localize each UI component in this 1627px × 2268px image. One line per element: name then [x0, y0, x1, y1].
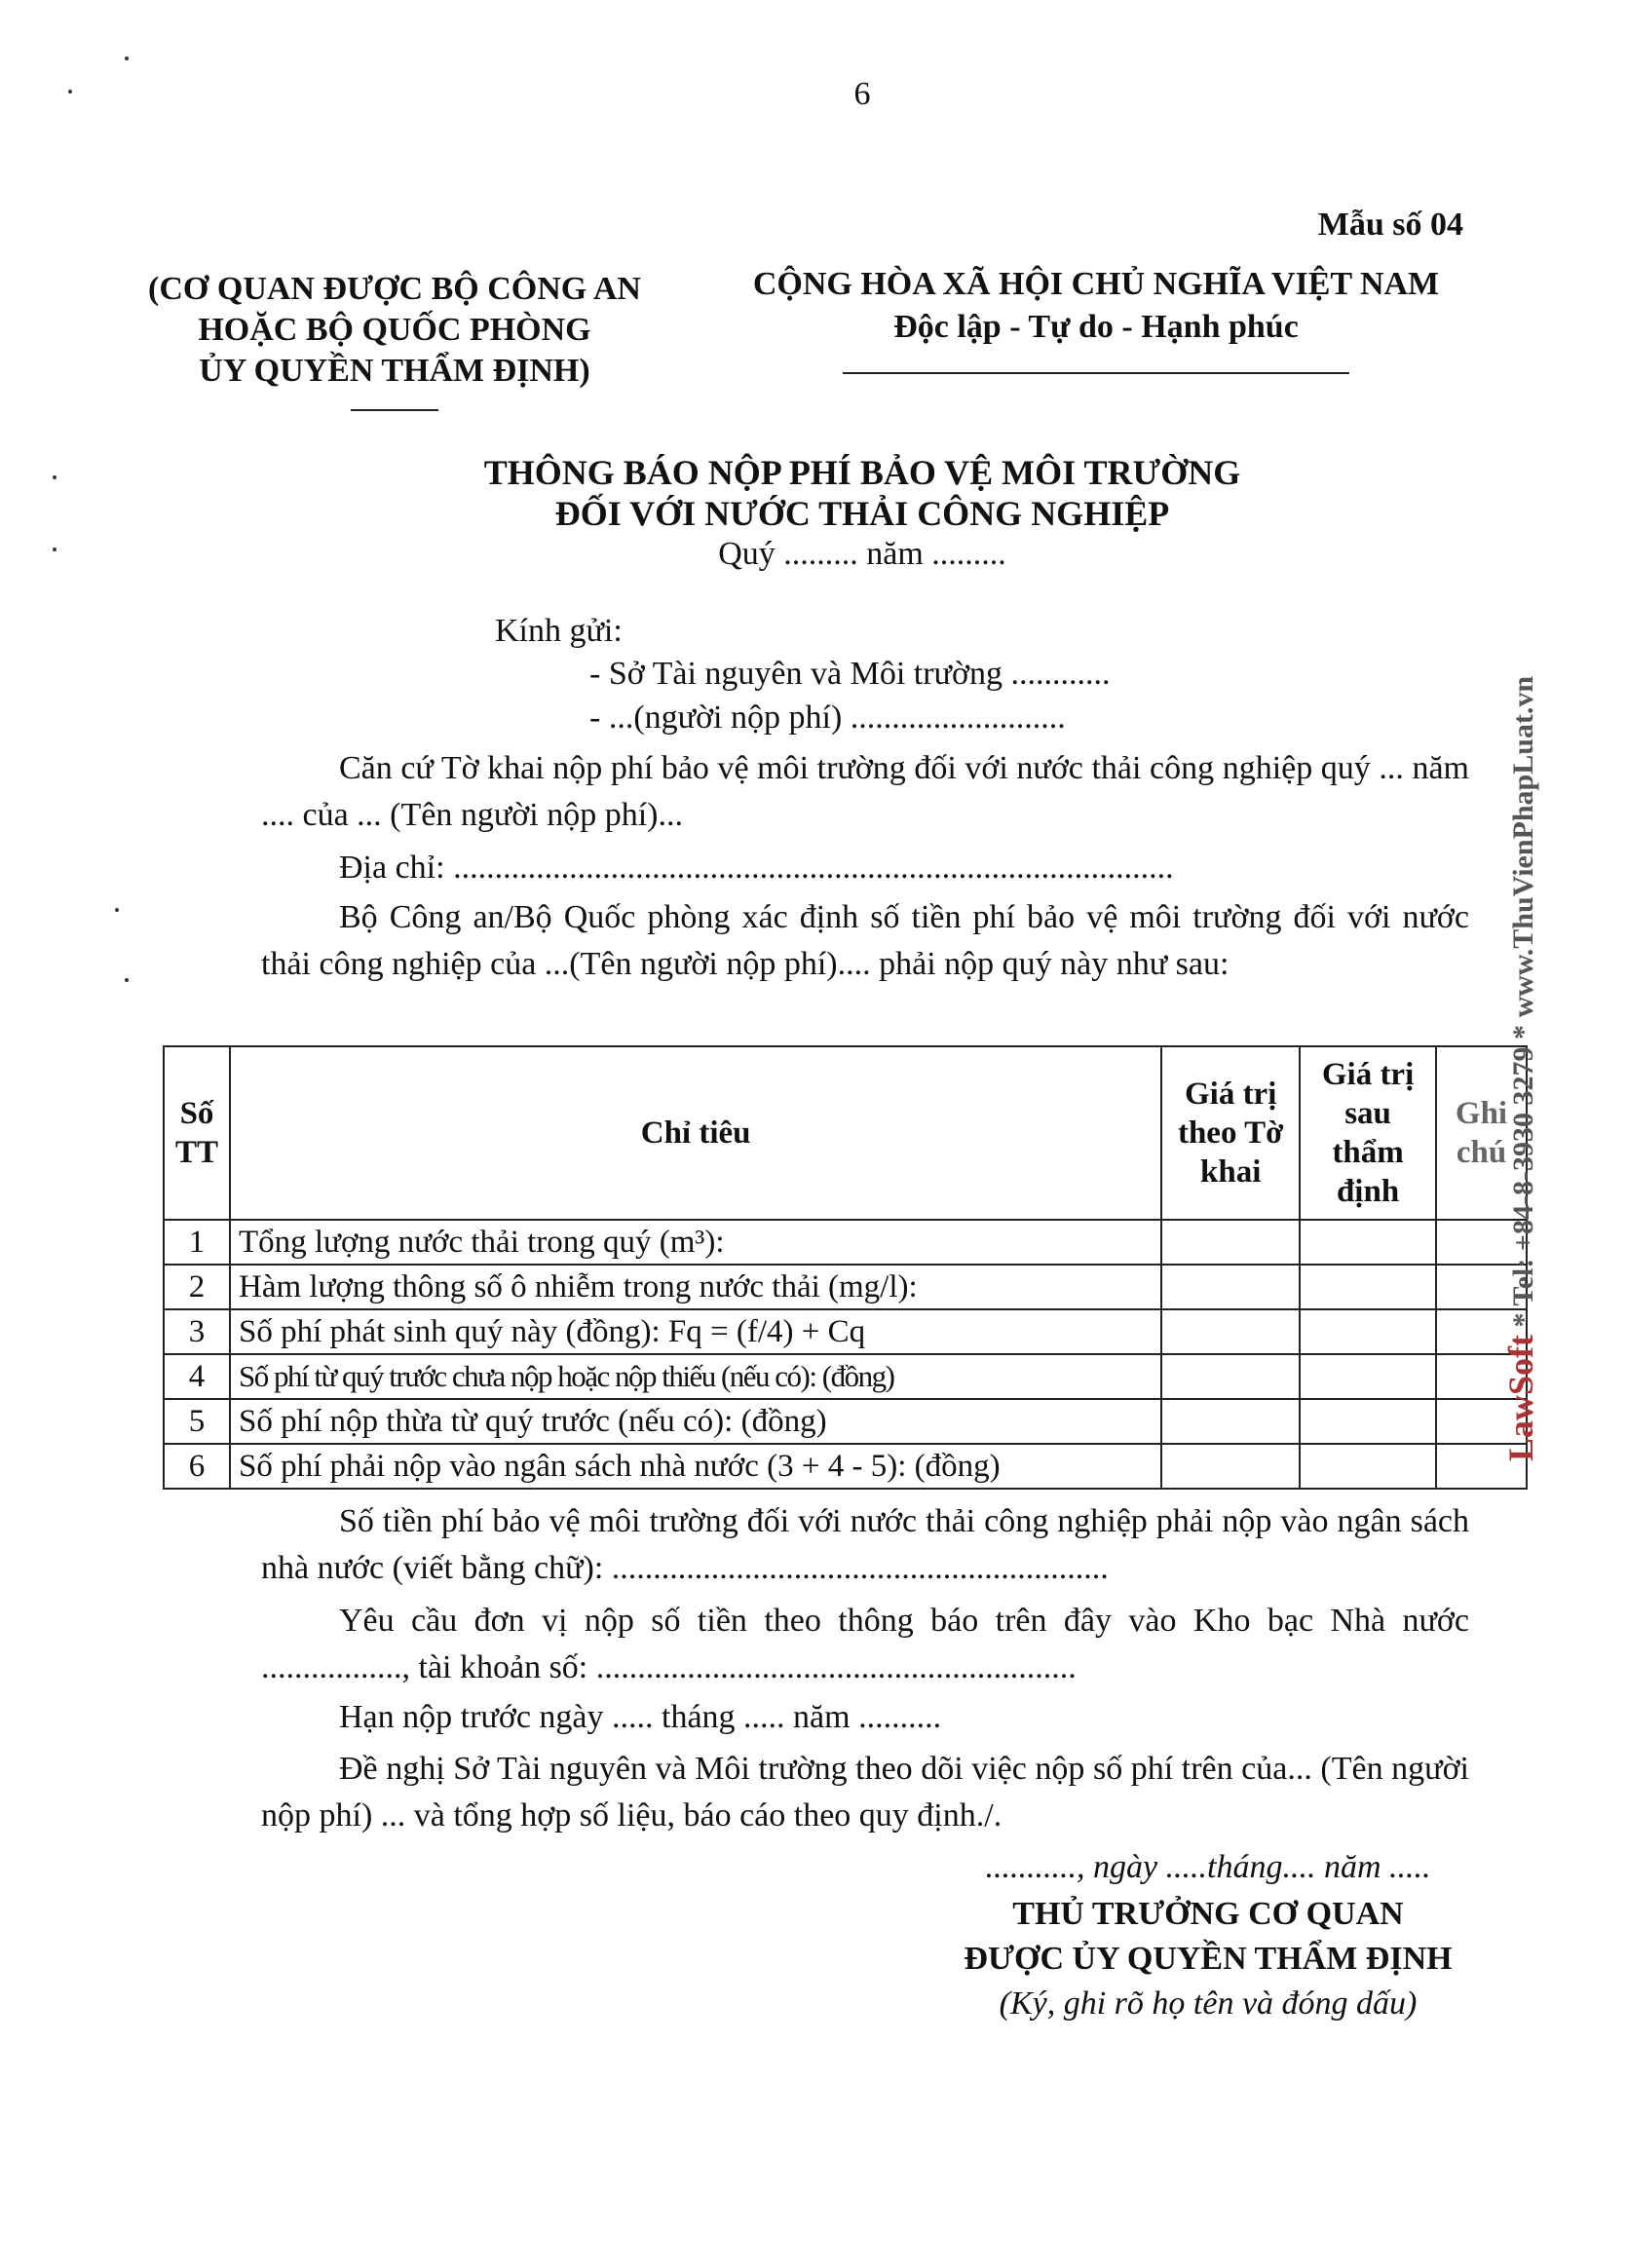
signature-note: (Ký, ghi rõ họ tên và đóng dấu) [999, 1985, 1418, 2022]
row-declared-value[interactable] [1161, 1265, 1300, 1309]
recipients-label: Kính gửi: [495, 613, 623, 649]
deadline-line: Hạn nộp trước ngày ..... tháng ..... năm .......... [339, 1699, 942, 1735]
watermark-contact: * Tel: +84-8-3930 3279 * www.ThuVienPhapLuat.vn [1507, 675, 1539, 1335]
row-number: 3 [164, 1309, 230, 1354]
agency-line-2: HOẶC BỘ QUỐC PHÒNG [198, 312, 591, 348]
watermark-brand: LawSoft [1501, 1334, 1540, 1461]
row-indicator: Số phí nộp thừa từ quý trước (nếu có): (đồng) [230, 1399, 1161, 1444]
national-heading [706, 263, 1486, 349]
title-line-1: THÔNG BÁO NỘP PHÍ BẢO VỆ MÔI TRƯỜNG [483, 453, 1241, 492]
header-indicator: Chỉ tiêu [230, 1046, 1161, 1220]
agency-underline [351, 409, 438, 411]
row-declared-value[interactable] [1161, 1309, 1300, 1354]
row-indicator: Hàm lượng thông số ô nhiễm trong nước thải (mg/l): [230, 1265, 1161, 1309]
table-row [164, 1309, 1527, 1354]
row-appraised-value[interactable] [1300, 1309, 1436, 1354]
table-header-row [164, 1046, 1527, 1220]
table-row [164, 1220, 1527, 1265]
reporting-period: Quý ......... năm ......... [718, 536, 1006, 572]
signatory-title-2: ĐƯỢC ỦY QUYỀN THẨM ĐỊNH [964, 1941, 1453, 1977]
row-appraised-value[interactable] [1300, 1399, 1436, 1444]
header-appraised: Giá trị sau thẩm định [1300, 1046, 1436, 1220]
header-no: Số TT [164, 1046, 230, 1220]
watermark [1500, 676, 1541, 1461]
row-number: 5 [164, 1399, 230, 1444]
determination-paragraph: Bộ Công an/Bộ Quốc phòng xác định số tiền phí bảo vệ môi trường đối với nước thải công nghiệp của ...(Tên người nộp phí).... phải nộp quý này như sau: [261, 899, 1469, 982]
row-indicator: Số phí phát sinh quý này (đồng): Fq = (f/4) + Cq [230, 1309, 1161, 1354]
row-number: 6 [164, 1444, 230, 1489]
recipient-1: - Sở Tài nguyên và Môi trường ............ [589, 656, 1111, 692]
issuing-agency [122, 269, 667, 392]
scan-speck [53, 475, 57, 479]
amount-in-words-paragraph: Số tiền phí bảo vệ môi trường đối với nước thải công nghiệp phải nộp vào ngân sách nhà nước (viết bằng chữ): ............................................................ [261, 1503, 1469, 1586]
signatory-title-1: THỦ TRƯỞNG CƠ QUAN [1012, 1896, 1404, 1932]
row-appraised-value[interactable] [1300, 1220, 1436, 1265]
address-line: Địa chỉ: ....................................................................................... [339, 850, 1174, 886]
proposal-paragraph: Đề nghị Sở Tài nguyên và Môi trường theo dõi việc nộp số phí trên của... (Tên người nộp phí) ... và tổng hợp số liệu, báo cáo theo quy định./. [261, 1751, 1469, 1833]
row-number: 2 [164, 1265, 230, 1309]
row-declared-value[interactable] [1161, 1220, 1300, 1265]
row-declared-value[interactable] [1161, 1399, 1300, 1444]
page-number: 6 [853, 76, 871, 112]
agency-line-1: (CƠ QUAN ĐƯỢC BỘ CÔNG AN [148, 271, 641, 307]
header-note: Ghi chú [1436, 1046, 1527, 1220]
title-line-2: ĐỐI VỚI NƯỚC THẢI CÔNG NGHIỆP [554, 494, 1170, 533]
fee-table [163, 1045, 1528, 1490]
row-indicator: Số phí phải nộp vào ngân sách nhà nước (3 + 4 - 5): (đồng) [230, 1444, 1161, 1489]
header-declared: Giá trị theo Tờ khai [1161, 1046, 1300, 1220]
agency-line-3: ỦY QUYỀN THẨM ĐỊNH) [199, 353, 590, 389]
document-title [195, 452, 1530, 534]
basis-paragraph: Căn cứ Tờ khai nộp phí bảo vệ môi trường đối với nước thải công nghiệp quý ... năm .... của ... (Tên người nộp phí)... [261, 750, 1469, 833]
scan-speck [115, 908, 119, 912]
table-row [164, 1444, 1527, 1489]
table-row [164, 1354, 1527, 1399]
nation-motto: Độc lập - Tự do - Hạnh phúc [893, 309, 1299, 345]
row-indicator: Tổng lượng nước thải trong quý (m³): [230, 1220, 1161, 1265]
table-row [164, 1399, 1527, 1444]
nation-name: CỘNG HÒA XÃ HỘI CHỦ NGHĨA VIỆT NAM [752, 266, 1440, 302]
row-declared-value[interactable] [1161, 1354, 1300, 1399]
signature-date: ..........., ngày .....tháng.... năm ..... [985, 1849, 1431, 1885]
row-appraised-value[interactable] [1300, 1354, 1436, 1399]
recipient-2: - ...(người nộp phí) .......................... [589, 699, 1066, 736]
motto-underline [843, 372, 1349, 374]
row-number: 1 [164, 1220, 230, 1265]
row-declared-value[interactable] [1161, 1444, 1300, 1489]
form-number: Mẫu số 04 [1317, 207, 1463, 243]
scan-speck [125, 57, 129, 60]
table-row [164, 1265, 1527, 1309]
scan-speck [53, 548, 57, 551]
payment-request-paragraph: Yêu cầu đơn vị nộp số tiền theo thông báo trên đây vào Kho bạc Nhà nước ................., tài khoản số: .......................................................... [261, 1603, 1469, 1685]
row-number: 4 [164, 1354, 230, 1399]
row-indicator: Số phí từ quý trước chưa nộp hoặc nộp thiếu (nếu có): (đồng) [230, 1354, 1161, 1399]
scan-speck [125, 978, 129, 982]
row-appraised-value[interactable] [1300, 1265, 1436, 1309]
row-appraised-value[interactable] [1300, 1444, 1436, 1489]
scan-speck [68, 90, 72, 94]
